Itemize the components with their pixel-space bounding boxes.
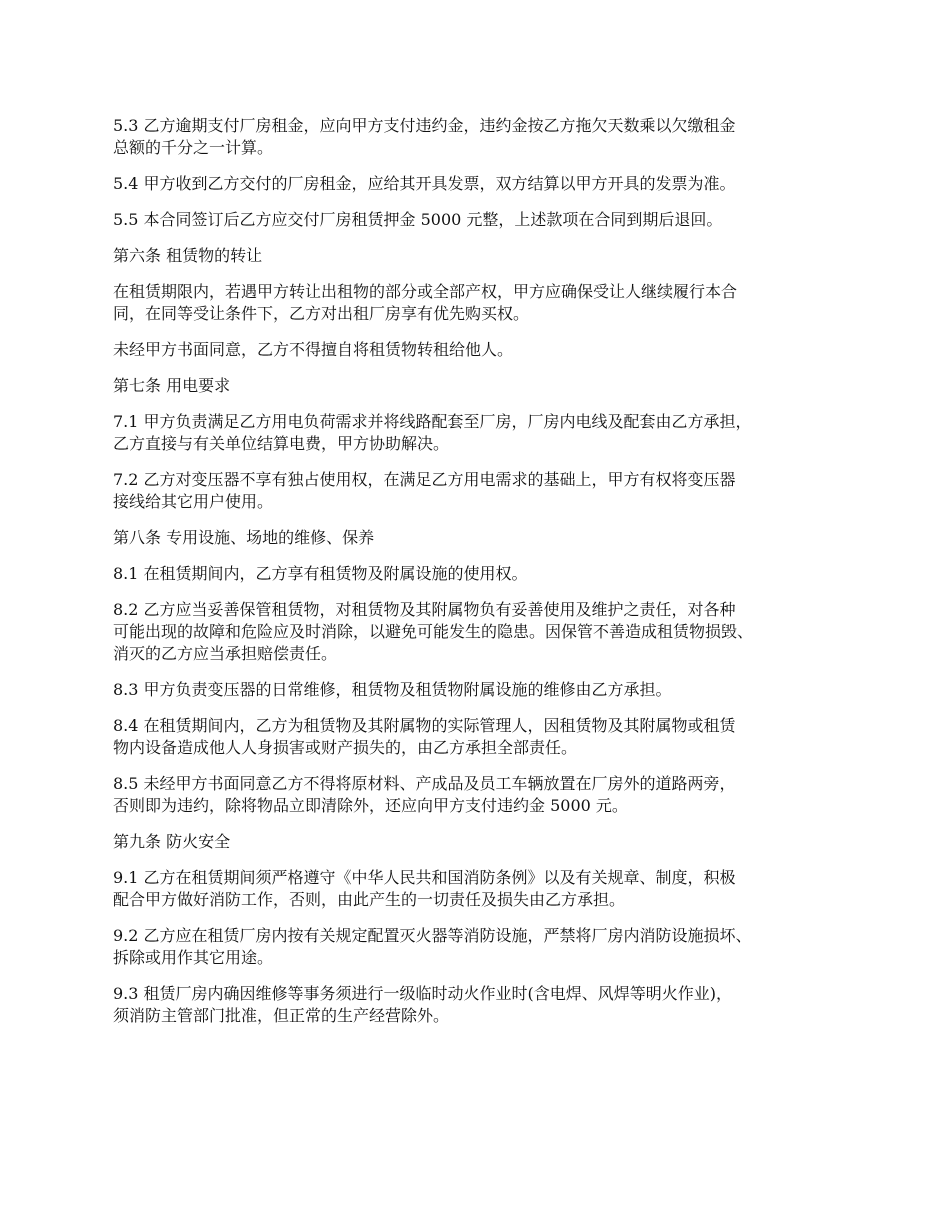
section-heading: 第九条 防火安全 <box>113 832 231 851</box>
clause-9-1 <box>113 867 853 911</box>
clause-5-5 <box>113 209 853 231</box>
clause-9-2 <box>113 925 853 969</box>
text-line: 9.3 租赁厂房内确因维修等事务须进行一级临时动火作业时(含电焊、风焊等明火作业)， <box>113 984 733 1003</box>
text-line: 在租赁期限内，若遇甲方转让出租物的部分或全部产权，甲方应确保受让人继续履行本合 <box>113 282 738 301</box>
text-line: 5.5 本合同签订后乙方应交付厂房租赁押金 5000 元整，上述款项在合同到期后退回。 <box>113 210 723 229</box>
clause-8-5 <box>113 773 853 817</box>
document-page <box>113 115 853 1041</box>
text-line: 物内设备造成他人人身损害或财产损失的，由乙方承担全部责任。 <box>113 738 578 757</box>
text-line: 未经甲方书面同意，乙方不得擅自将租赁物转租给他人。 <box>113 340 514 359</box>
text-line: 拆除或用作其它用途。 <box>113 948 274 967</box>
clause-5-3 <box>113 115 853 159</box>
clause-5-4 <box>113 173 853 195</box>
text-line: 8.4 在租赁期间内，乙方为租赁物及其附属物的实际管理人，因租赁物及其附属物或租赁 <box>113 716 736 735</box>
article-7-heading <box>113 375 853 397</box>
article-6-para-1 <box>113 281 853 325</box>
text-line: 7.2 乙方对变压器不享有独占使用权，在满足乙方用电需求的基础上，甲方有权将变压器 <box>113 470 736 489</box>
text-line: 否则即为违约，除将物品立即清除外，还应向甲方支付违约金 5000 元。 <box>113 796 628 815</box>
text-line: 8.5 未经甲方书面同意乙方不得将原材料、产成品及员工车辆放置在厂房外的道路两旁， <box>113 774 736 793</box>
text-line: 7.1 甲方负责满足乙方用电负荷需求并将线路配套至厂房，厂房内电线及配套由乙方承担， <box>113 412 752 431</box>
text-line: 可能出现的故障和危险应及时消除，以避免可能发生的隐患。因保管不善造成租赁物损毁、 <box>113 622 754 641</box>
text-line: 8.2 乙方应当妥善保管租赁物，对租赁物及其附属物负有妥善使用及维护之责任，对各种 <box>113 600 736 619</box>
clause-8-4 <box>113 715 853 759</box>
text-line: 5.3 乙方逾期支付厂房租金，应向甲方支付违约金，违约金按乙方拖欠天数乘以欠缴租金 <box>113 116 736 135</box>
section-heading: 第八条 专用设施、场地的维修、保养 <box>113 528 375 547</box>
text-line: 8.1 在租赁期间内，乙方享有租赁物及附属设施的使用权。 <box>113 564 528 583</box>
article-6-para-2 <box>113 339 853 361</box>
text-line: 同，在同等受让条件下，乙方对出租厂房享有优先购买权。 <box>113 304 530 323</box>
section-heading: 第六条 租赁物的转让 <box>113 246 263 265</box>
text-line: 9.1 乙方在租赁期间须严格遵守《中华人民共和国消防条例》以及有关规章、制度，积极 <box>113 868 736 887</box>
article-8-heading <box>113 527 853 549</box>
text-line: 5.4 甲方收到乙方交付的厂房租金，应给其开具发票，双方结算以甲方开具的发票为准。 <box>113 174 736 193</box>
clause-7-2 <box>113 469 853 513</box>
text-line: 8.3 甲方负责变压器的日常维修，租赁物及租赁物附属设施的维修由乙方承担。 <box>113 680 672 699</box>
text-line: 须消防主管部门批准，但正常的生产经营除外。 <box>113 1006 450 1025</box>
clause-7-1 <box>113 411 853 455</box>
text-line: 消灭的乙方应当承担赔偿责任。 <box>113 644 338 663</box>
clause-8-1 <box>113 563 853 585</box>
text-line: 接线给其它用户使用。 <box>113 492 274 511</box>
article-6-heading <box>113 245 853 267</box>
article-9-heading <box>113 831 853 853</box>
clause-9-3 <box>113 983 853 1027</box>
text-line: 总额的千分之一计算。 <box>113 138 274 157</box>
text-line: 9.2 乙方应在租赁厂房内按有关规定配置灭火器等消防设施，严禁将厂房内消防设施损坏、 <box>113 926 752 945</box>
clause-8-2 <box>113 599 853 665</box>
text-line: 配合甲方做好消防工作，否则，由此产生的一切责任及损失由乙方承担。 <box>113 890 626 909</box>
text-line: 乙方直接与有关单位结算电费，甲方协助解决。 <box>113 434 450 453</box>
section-heading: 第七条 用电要求 <box>113 376 231 395</box>
clause-8-3 <box>113 679 853 701</box>
